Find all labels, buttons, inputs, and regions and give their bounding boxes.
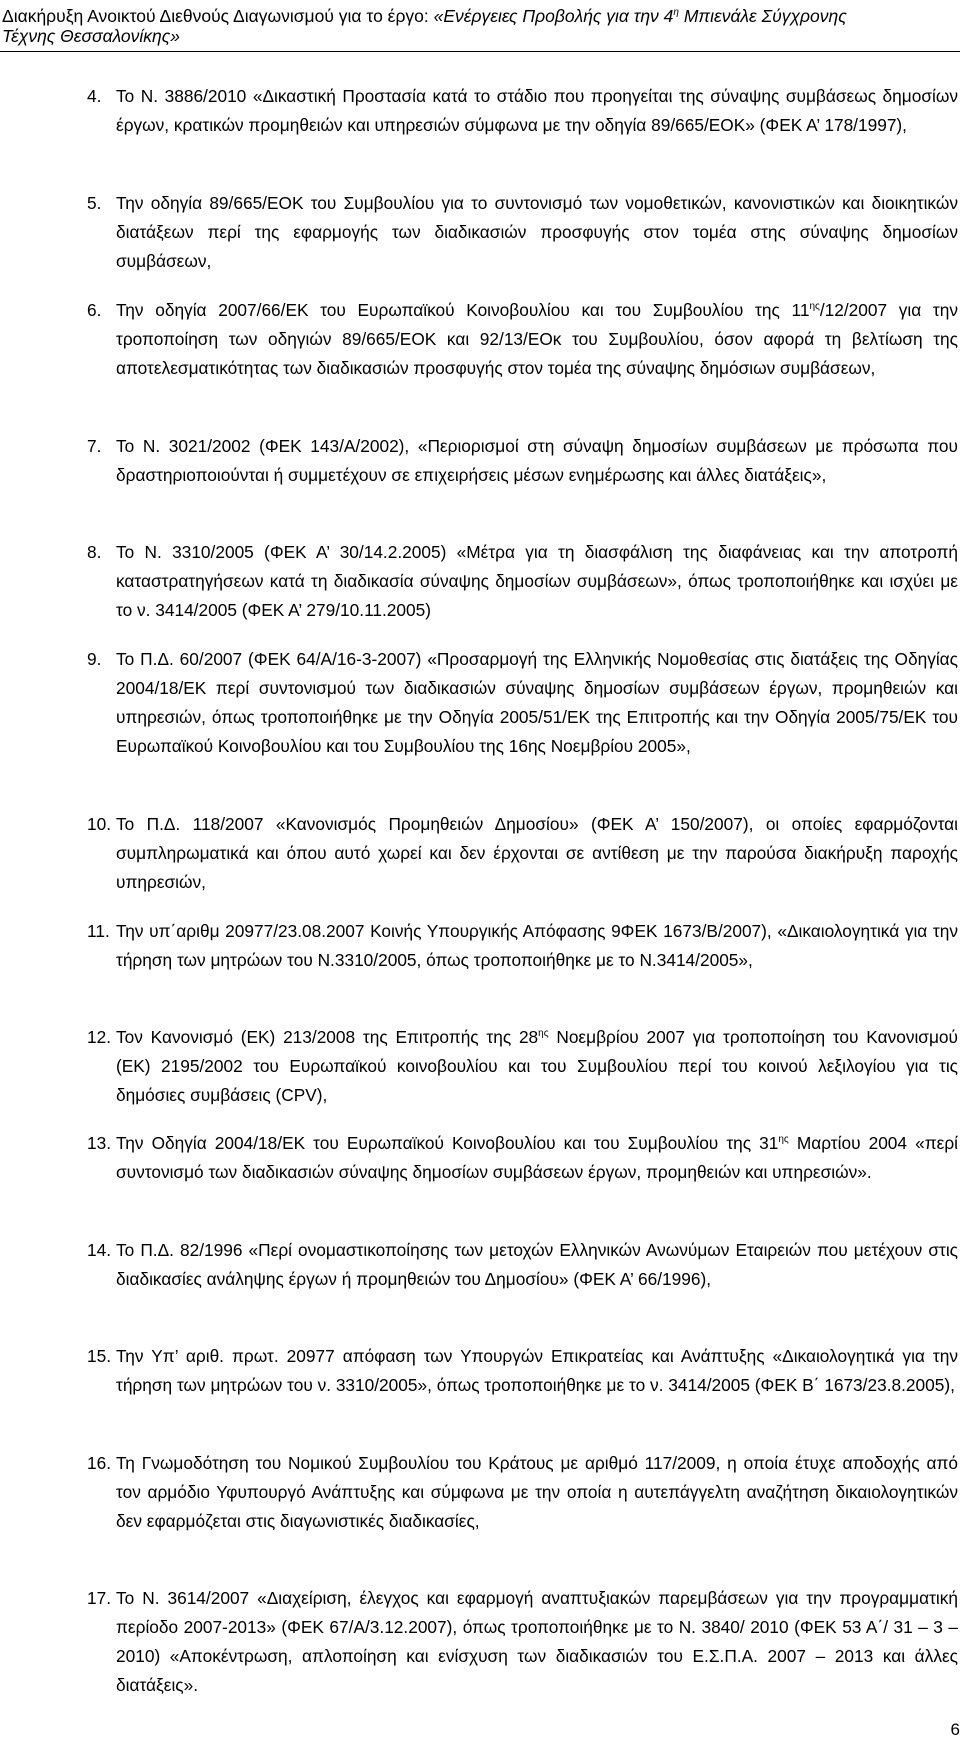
list-item [87, 645, 958, 761]
list-item [87, 917, 958, 975]
list-item-text: Την οδηγία 89/665/ΕΟΚ του Συμβουλίου για το συντονισμό των νομοθετικών, κανονιστικών και διοικητικών διατάξεων περί της εφαρμογής των διαδικασιών προσφυγής στον τομέα στης σύναψης δημοσίων συμβάσεων, [116, 193, 958, 271]
ordinal-superscript: ης [778, 1134, 789, 1145]
list-item-number: 5. [87, 193, 102, 213]
list-item [87, 538, 958, 625]
list-item-text-continued: /12/2007 για την τροποποίηση των οδηγιών 89/665/ΕΟΚ και 92/13/ΕΟκ του Συμβουλίου, όσον αφορά τη βελτίωση της αποτελεσματικότητας των διαδικασιών προσφυγής στον τομέα της σύναψης δημόσιων συμβάσεων, [116, 300, 958, 378]
list-item-text: Το Π.Δ. 60/2007 (ΦΕΚ 64/Α/16-3-2007) «Προσαρμογή της Ελληνικής Νομοθεσίας στις διατάξεις της Οδηγίας 2004/18/ΕΚ περί συντονισμού των διαδικασιών σύναψης δημοσίων συμβάσεων έργων, προμηθειών και υπηρεσιών, όπως τροποποιήθηκε με την Οδηγία 2005/51/ΕΚ της Επιτροπής και την Οδηγία 2005/75/ΕΚ του Ευρωπαϊκού Κοινοβουλίου και του Συμβουλίου της 16ης Νοεμβρίου 2005», [116, 649, 958, 756]
list-item-text: Το Ν. 3886/2010 «Δικαστική Προστασία κατά το στάδιο που προηγείται της σύναψης συμβάσεως δημοσίων έργων, κρατικών προμηθειών και υπηρεσιών σύμφωνα με την οδηγία 89/665/ΕΟΚ» (ΦΕΚ Α’ 178/1997), [116, 86, 958, 135]
list-item-text-continued: Μαρτίου 2004 «περί συντονισμό των διαδικασιών σύναψης δημοσίων συμβάσεων έργων, προμηθειών και υπηρεσιών». [116, 1133, 958, 1182]
list-item [87, 296, 958, 383]
list-item-number: 16. [87, 1453, 112, 1473]
list-item [87, 1342, 958, 1400]
list-item-number: 8. [87, 542, 102, 562]
list-item [87, 1236, 958, 1294]
list-item [87, 1023, 958, 1110]
header-line-1 [0, 1, 847, 28]
list-item-text-continued: Νοεμβρίου 2007 για τροποποίηση του Κανονισμού (ΕΚ) 2195/2002 του Ευρωπαϊκού κοινοβουλίου και του Συμβουλίου περί του κοινού λεξιλογίου για τις δημόσιες συμβάσεις (CPV), [116, 1027, 958, 1105]
header-superscript: η [673, 7, 679, 18]
header-title-rest: Μπιενάλε Σύγχρονης [678, 6, 847, 26]
list-item [87, 432, 958, 490]
list-item-text: Το Π.Δ. 118/2007 «Κανονισμός Προμηθειών Δημοσίου» (ΦΕΚ Α’ 150/2007), οι οποίες εφαρμόζονται συμπληρωματικά και όπου αυτό χωρεί και δεν έρχονται σε αντίθεση με την παρούσα διακήρυξη παροχής υπηρεσιών, [116, 814, 958, 892]
list-item-number: 10. [87, 814, 112, 834]
list-item-text: Το Ν. 3614/2007 «Διαχείριση, έλεγχος και εφαρμογή αναπτυξιακών παρεμβάσεων για την προγραμματική περίοδο 2007-2013» (ΦΕΚ 67/Α/3.12.2007), όπως τροποποιήθηκε με το Ν. 3840/ 2010 (ΦΕΚ 53 Α΄/ 31 – 3 – 2010) «Αποκέντρωση, απλοποίηση και ενίσχυση των διαδικασιών του Ε.Σ.Π.Α. 2007 – 2013 και άλλες διατάξεις». [116, 1588, 958, 1695]
header-line-2: Τέχνης Θεσσαλονίκης» [2, 26, 181, 46]
list-item-text: Το Π.Δ. 82/1996 «Περί ονομαστικοποίησης των μετοχών Ελληνικών Ανωνύμων Εταιρειών που μετέχουν στις διαδικασίες ανάληψης έργων ή προμηθειών του Δημοσίου» (ΦΕΚ Α’ 66/1996), [116, 1240, 958, 1289]
list-item-number: 6. [87, 300, 102, 320]
list-item-number: 17. [87, 1588, 112, 1608]
list-item-text: Την υπ΄αριθμ 20977/23.08.2007 Κοινής Υπουργικής Απόφασης 9ΦΕΚ 1673/Β/2007), «Δικαιολογητικά για την τήρηση των μητρώων του Ν.3310/2005, όπως τροποποιήθηκε με το Ν.3414/2005», [116, 921, 958, 970]
header-title: «Ενέργειες Προβολής για την 4 [433, 6, 674, 26]
list-item [87, 1584, 958, 1700]
list-item-number: 7. [87, 436, 102, 456]
list-item [87, 1449, 958, 1536]
list-item-text: Την Υπ’ αριθ. πρωτ. 20977 απόφαση των Υπουργών Επικρατείας και Ανάπτυξης «Δικαιολογητικά για την τήρηση των μητρώων του ν. 3310/2005», όπως τροποποιήθηκε με το ν. 3414/2005 (ΦΕΚ Β΄ 1673/23.8.2005), [116, 1346, 958, 1395]
list-item-number: 11. [87, 921, 110, 941]
list-item-text: Το Ν. 3021/2002 (ΦΕΚ 143/Α/2002), «Περιορισμοί στη σύναψη δημοσίων συμβάσεων με πρόσωπα που δραστηριοποιούνται ή συμμετέχουν σε επιχειρήσεις μέσων ενημέρωσης και άλλες διατάξεις», [116, 436, 958, 485]
ordinal-superscript: ης [809, 301, 820, 312]
list-item-number: 14. [87, 1240, 112, 1260]
ordinal-superscript: ης [538, 1028, 549, 1039]
list-item-text: Την οδηγία 2007/66/ΕΚ του Ευρωπαϊκού Κοινοβουλίου και του Συμβουλίου της 11 [116, 300, 810, 320]
list-item [87, 810, 958, 897]
list-item [87, 1129, 958, 1187]
list-item [87, 82, 958, 140]
list-item-number: 9. [87, 649, 102, 669]
header-lead: Διακήρυξη Ανοικτού Διεθνούς Διαγωνισμού για το έργο: [2, 6, 434, 26]
list-item-number: 12. [87, 1027, 112, 1047]
list-item-number: 15. [87, 1346, 112, 1366]
list-item [87, 189, 958, 276]
page-number: 6 [950, 1720, 960, 1739]
list-item-text: Το Ν. 3310/2005 (ΦΕΚ Α’ 30/14.2.2005) «Μέτρα για τη διασφάλιση της διαφάνειας και την αποτροπή καταστρατηγήσεων κατά τη διαδικασία σύναψης δημοσίων συμβάσεων», όπως τροποποιήθηκε και ισχύει με το ν. 3414/2005 (ΦΕΚ Α’ 279/10.11.2005) [116, 542, 958, 620]
list-item-text: Τη Γνωμοδότηση του Νομικού Συμβουλίου του Κράτους με αριθμό 117/2009, η οποία έτυχε αποδοχής από τον αρμόδιο Υφυπουργό Ανάπτυξης και σύμφωνα με την οποία η αυτεπάγγελτη αναζήτηση δικαιολογητικών δεν εφαρμόζεται στις διαγωνιστικές διαδικασίες, [116, 1453, 958, 1531]
list-item-number: 4. [87, 86, 102, 106]
list-item-text: Την Οδηγία 2004/18/ΕΚ του Ευρωπαϊκού Κοινοβουλίου και του Συμβουλίου της 31 [116, 1133, 779, 1153]
list-item-text: Τον Κανονισμό (ΕΚ) 213/2008 της Επιτροπής της 28 [116, 1027, 539, 1047]
page-header [0, 0, 960, 52]
list-item-number: 13. [87, 1133, 112, 1153]
